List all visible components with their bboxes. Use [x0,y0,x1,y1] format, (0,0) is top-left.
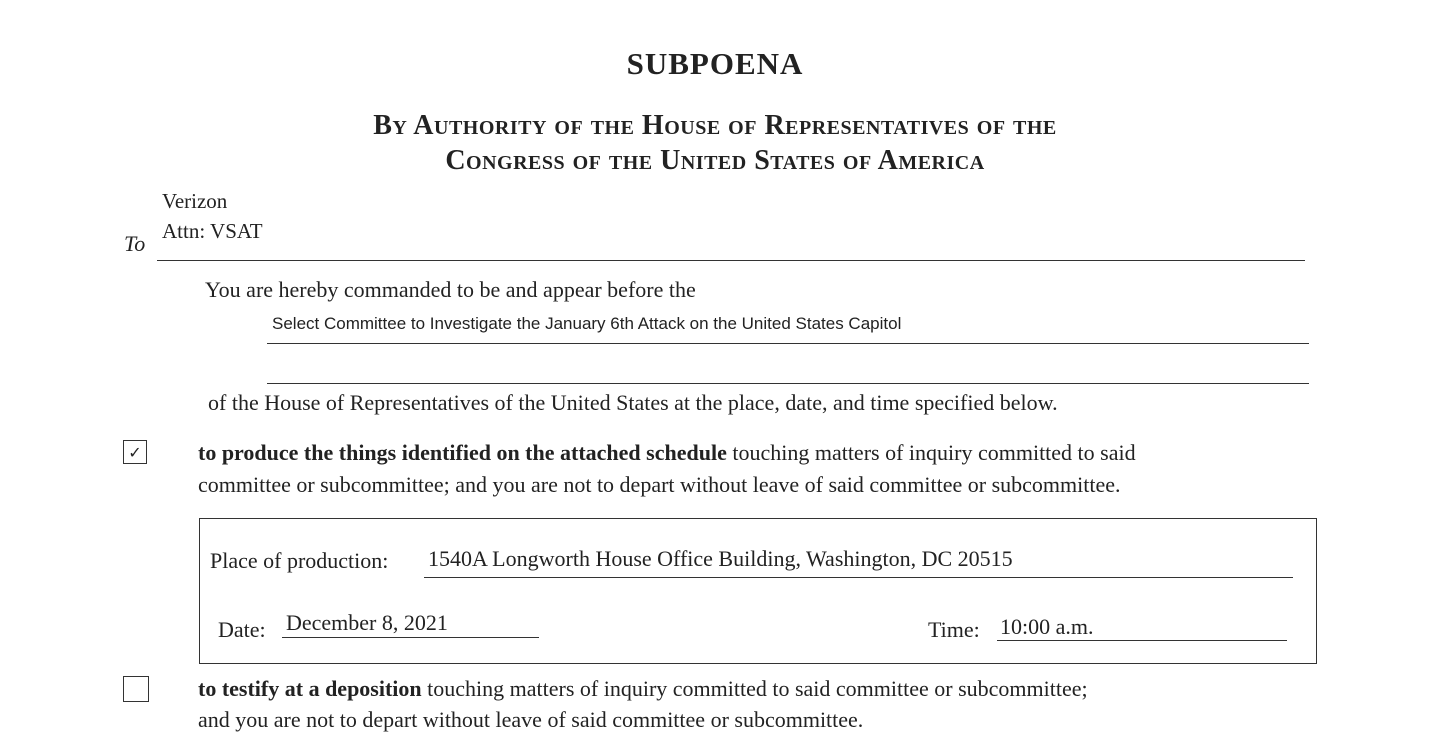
recipient-attn: Attn: VSAT [162,219,263,243]
time-underline [997,640,1287,641]
check-mark-icon: ✓ [128,442,142,462]
date-value: December 8, 2021 [286,610,448,635]
time-label: Time: [928,617,980,642]
command-text: You are hereby commanded to be and appear before the [205,277,696,302]
of-house-text: of the House of Representatives of the United States at the place, date, and time specified below. [208,390,1058,415]
testify-text-line1 [198,676,1088,702]
testify-bold-text: to testify at a deposition [198,676,422,701]
authority-line-1: By Authority of the House of Representatives of the [373,110,1057,141]
testify-text-line2: and you are not to depart without leave of said committee or subcommittee. [198,707,864,732]
produce-text-line1 [198,440,1136,466]
date-underline [282,637,539,638]
produce-checkbox[interactable] [123,440,147,464]
place-label: Place of production: [210,548,389,573]
recipient-underline [157,260,1305,261]
time-value: 10:00 a.m. [1000,614,1094,639]
produce-text-line2: committee or subcommittee; and you are not to depart without leave of said committee or subcommittee. [198,472,1121,497]
produce-rest-text: touching matters of inquiry committed to said [726,440,1136,465]
produce-bold-text: to produce the things identified on the attached schedule [198,440,727,465]
to-label: To [124,231,146,256]
production-details-box [199,518,1317,664]
document-title: SUBPOENA [626,46,804,81]
authority-line-2: Congress of the United States of America [445,145,985,176]
place-underline [424,577,1293,578]
testify-rest-text: touching matters of inquiry committed to said committee or subcommittee; [421,676,1088,701]
testify-checkbox[interactable] [123,676,149,702]
recipient-name: Verizon [162,189,228,213]
date-label: Date: [218,617,266,642]
committee-name: Select Committee to Investigate the January 6th Attack on the United States Capitol [272,314,902,333]
blank-underline [267,383,1309,384]
place-value: 1540A Longworth House Office Building, Washington, DC 20515 [428,546,1013,571]
committee-underline [267,343,1309,344]
